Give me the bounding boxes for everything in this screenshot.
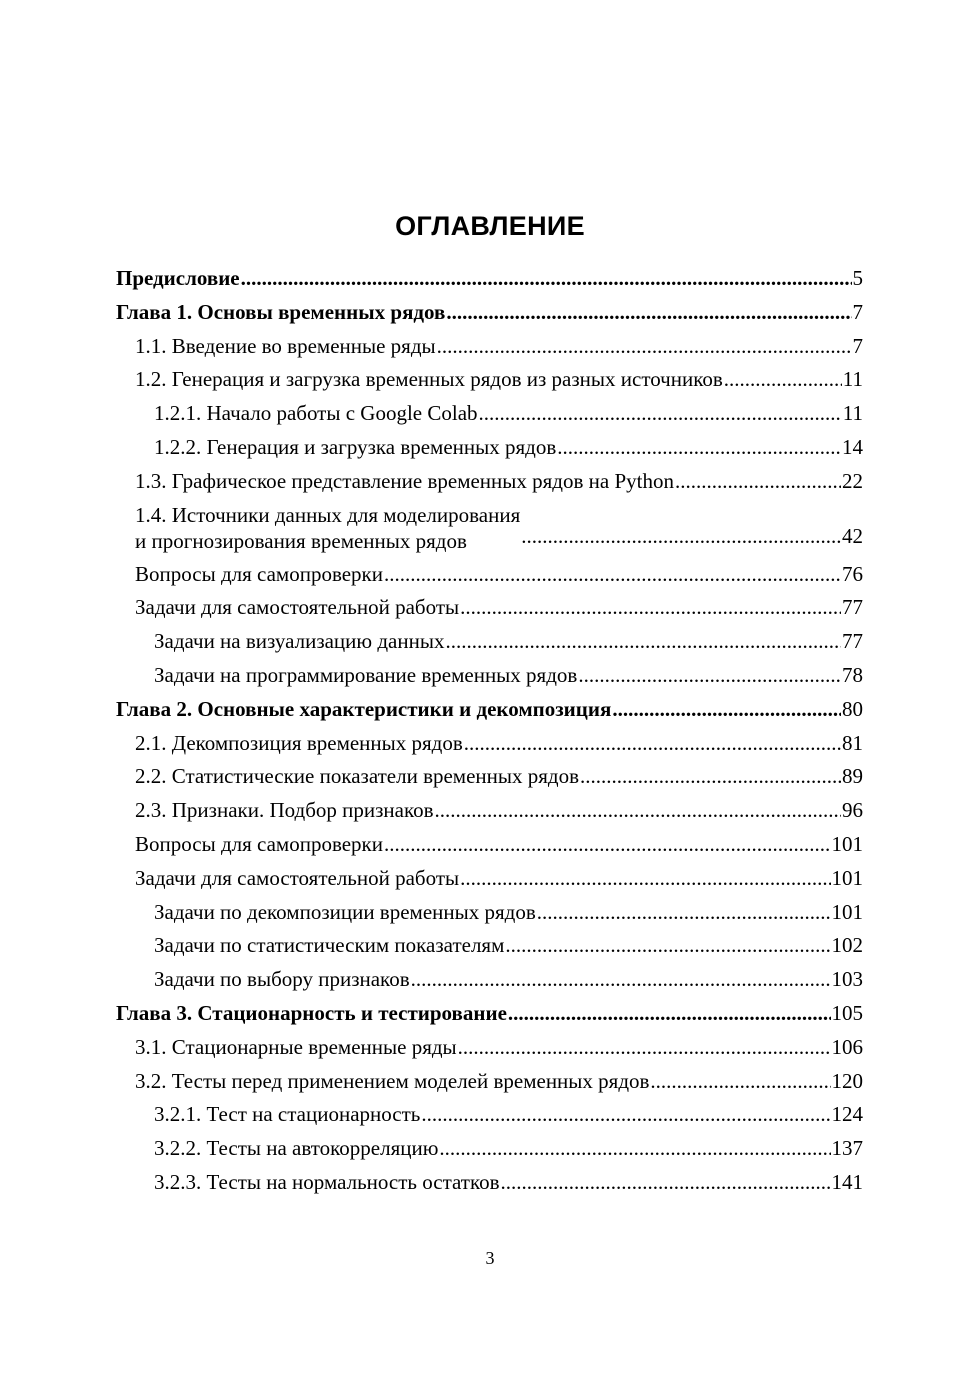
toc-entry-page: 11 <box>842 401 863 426</box>
toc-leader-dots <box>421 1098 830 1132</box>
toc-entry-title: Задачи на программирование временных рядов <box>154 662 578 687</box>
toc-entry[interactable] <box>116 1166 863 1200</box>
toc-entry[interactable] <box>116 625 863 659</box>
toc-entry-title: Задачи по декомпозиции временных рядов <box>154 899 536 924</box>
toc-entry-page: 141 <box>831 1169 863 1194</box>
toc-leader-dots <box>446 296 851 330</box>
toc-leader-dots <box>384 558 841 592</box>
toc-entry-title: Задачи для самостоятельной работы <box>135 595 460 620</box>
toc-entry-title: 2.1. Декомпозиция временных рядов <box>135 730 463 755</box>
toc-entry-title: Глава 2. Основные характеристики и декомпозиция <box>116 696 612 721</box>
toc-entry-page: 106 <box>831 1034 863 1059</box>
toc-entry-page: 96 <box>842 798 863 823</box>
toc-entry-title <box>135 502 520 554</box>
toc-entry-title: 2.3. Признаки. Подбор признаков <box>135 798 434 823</box>
toc-entry[interactable] <box>116 727 863 761</box>
toc-entry-page: 101 <box>831 899 863 924</box>
toc-entry-title: 1.1. Введение во временные ряды <box>135 333 436 358</box>
toc-entry-page: 5 <box>852 266 863 290</box>
toc-entry[interactable] <box>116 1065 863 1099</box>
toc-entry[interactable] <box>116 929 863 963</box>
toc-entry-title: Предисловие <box>116 266 240 290</box>
toc-entry-page: 22 <box>842 468 863 493</box>
toc-entry-title: 1.2.2. Генерация и загрузка временных рядов <box>154 434 557 459</box>
toc-leader-dots <box>612 693 841 727</box>
toc-entry-title: 3.2.1. Тест на стационарность <box>154 1102 421 1127</box>
toc-entry[interactable] <box>116 828 863 862</box>
toc-entry-page: 89 <box>842 764 863 789</box>
toc-entry-page: 124 <box>831 1102 863 1127</box>
page-number: 3 <box>485 1248 495 1268</box>
toc-entry-page: 42 <box>842 523 863 548</box>
toc-entry[interactable] <box>116 963 863 997</box>
toc-leader-dots <box>580 760 841 794</box>
toc-entry-title: Глава 3. Стационарность и тестирование <box>116 1000 507 1025</box>
toc-leader-dots <box>521 520 841 554</box>
toc-entry-page: 7 <box>852 333 863 358</box>
toc-entry[interactable] <box>116 499 863 558</box>
toc-leader-dots <box>537 896 831 930</box>
toc-title: ОГЛАВЛЕНИЕ <box>395 211 585 241</box>
toc-entry-page: 80 <box>842 696 863 721</box>
toc-entry-title: 3.2. Тесты перед применением моделей временных рядов <box>135 1068 650 1093</box>
toc-entry[interactable] <box>116 659 863 693</box>
toc-entry-title: Глава 1. Основы временных рядов <box>116 299 446 324</box>
table-of-contents <box>116 262 863 1200</box>
toc-entry[interactable] <box>116 1098 863 1132</box>
toc-entry-title-line1: 1.4. Источники данных для моделирования <box>135 502 521 527</box>
toc-entry[interactable] <box>116 591 863 625</box>
toc-entry-title: 3.2.2. Тесты на автокорреляцию <box>154 1136 439 1161</box>
toc-entry-page: 7 <box>852 299 863 324</box>
toc-entry-title: 1.3. Графическое представление временных рядов на Python <box>135 468 674 493</box>
toc-entry-title: 1.2.1. Начало работы с Google Colab <box>154 401 478 426</box>
toc-entry-page: 14 <box>842 434 863 459</box>
toc-entry-page: 77 <box>842 629 863 654</box>
toc-leader-dots <box>578 659 841 693</box>
toc-entry-title-line2: и прогнозирования временных рядов <box>135 528 467 553</box>
toc-entry[interactable] <box>116 1132 863 1166</box>
toc-entry[interactable] <box>116 465 863 499</box>
toc-entry-page: 11 <box>842 367 863 392</box>
toc-entry-page: 77 <box>842 595 863 620</box>
toc-entry-title: Вопросы для самопроверки <box>135 561 384 586</box>
toc-entry[interactable] <box>116 693 863 727</box>
toc-leader-dots <box>557 431 841 465</box>
toc-entry-page: 103 <box>831 967 863 992</box>
toc-leader-dots <box>384 828 830 862</box>
toc-entry-title: Задачи по выбору признаков <box>154 967 410 992</box>
toc-leader-dots <box>241 262 852 296</box>
toc-leader-dots <box>505 929 830 963</box>
toc-entry-title: 3.1. Стационарные временные ряды <box>135 1034 457 1059</box>
toc-entry-title: 1.2. Генерация и загрузка временных рядов из разных источников <box>135 367 723 392</box>
toc-entry[interactable] <box>116 397 863 431</box>
toc-entry[interactable] <box>116 1031 863 1065</box>
toc-entry-page: 101 <box>831 831 863 856</box>
toc-leader-dots <box>464 727 841 761</box>
toc-entry[interactable] <box>116 363 863 397</box>
toc-entry[interactable] <box>116 997 863 1031</box>
toc-leader-dots <box>650 1065 830 1099</box>
toc-leader-dots <box>437 330 852 364</box>
toc-entry[interactable] <box>116 262 863 296</box>
toc-leader-dots <box>460 862 830 896</box>
toc-leader-dots <box>445 625 841 659</box>
toc-entry-page: 76 <box>842 561 863 586</box>
toc-leader-dots <box>460 591 841 625</box>
toc-leader-dots <box>675 465 841 499</box>
toc-entry[interactable] <box>116 558 863 592</box>
toc-entry-page: 81 <box>842 730 863 755</box>
toc-entry-page: 78 <box>842 662 863 687</box>
toc-entry[interactable] <box>116 896 863 930</box>
toc-entry[interactable] <box>116 862 863 896</box>
toc-entry[interactable] <box>116 760 863 794</box>
toc-entry-page: 120 <box>831 1068 863 1093</box>
toc-leader-dots <box>479 397 842 431</box>
toc-leader-dots <box>501 1166 831 1200</box>
toc-leader-dots <box>508 997 831 1031</box>
toc-entry[interactable] <box>116 296 863 330</box>
toc-entry-title: Задачи на визуализацию данных <box>154 629 445 654</box>
toc-leader-dots <box>439 1132 830 1166</box>
toc-entry[interactable] <box>116 794 863 828</box>
toc-entry-title: Вопросы для самопроверки <box>135 831 384 856</box>
toc-leader-dots <box>458 1031 831 1065</box>
toc-entry-page: 102 <box>831 933 863 958</box>
toc-entry-title: Задачи по статистическим показателям <box>154 933 505 958</box>
toc-entry[interactable] <box>116 330 863 364</box>
toc-entry-page: 137 <box>831 1136 863 1161</box>
toc-entry-title: Задачи для самостоятельной работы <box>135 865 460 890</box>
toc-leader-dots <box>411 963 831 997</box>
toc-entry-page: 101 <box>831 865 863 890</box>
toc-entry-title: 3.2.3. Тесты на нормальность остатков <box>154 1169 500 1194</box>
toc-entry-title: 2.2. Статистические показатели временных рядов <box>135 764 580 789</box>
toc-leader-dots <box>435 794 841 828</box>
toc-entry[interactable] <box>116 431 863 465</box>
toc-entry-page: 105 <box>831 1000 863 1025</box>
toc-leader-dots <box>724 363 842 397</box>
